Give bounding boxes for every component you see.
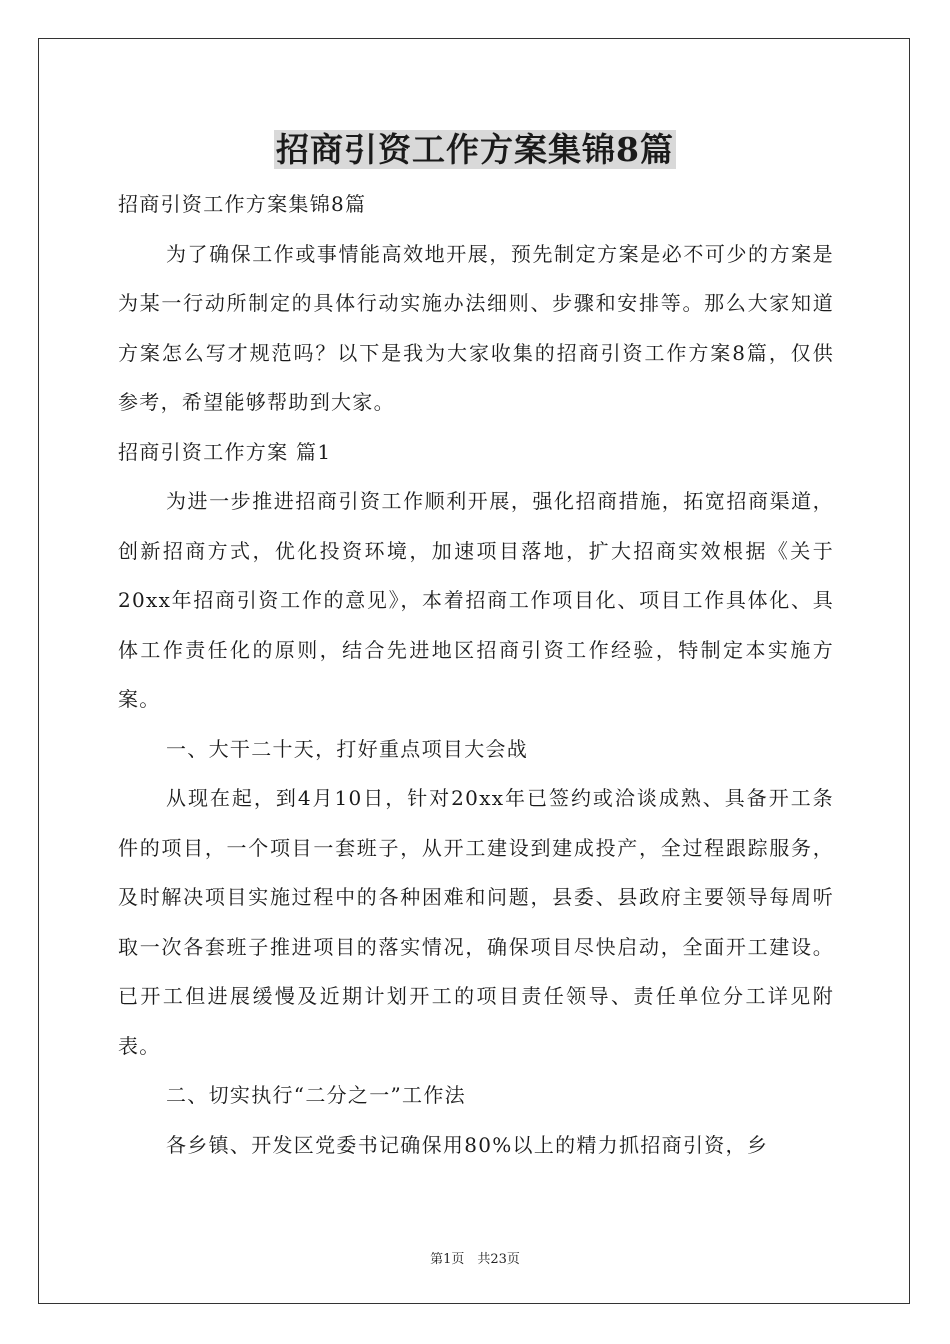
plan-1-paragraph: 为进一步推进招商引资工作顺利开展，强化招商措施，拓宽招商渠道，创新招商方式，优化投资环境，加速项目落地，扩大招商实效根据《关于20xx年招商引资工作的意见》，本着招商工作项目化、项目工作具体化、具体工作责任化的原则，结合先进地区招商引资工作经验，特制定本实施方案。	[118, 489, 834, 711]
section-heading-plan-1: 招商引资工作方案 篇1	[118, 439, 332, 464]
document-title-text: 招商引资工作方案集锦8篇	[276, 130, 674, 169]
subheading-two-paragraph: 各乡镇、开发区党委书记确保用80%以上的精力抓招商引资，乡	[166, 1132, 769, 1157]
subheading-one-paragraph: 从现在起，到4月10日，针对20xx年已签约或洽谈成熟、具备开工条件的项目，一个项目一套班子，从开工建设到建成投产，全过程跟踪服务，及时解决项目实施过程中的各种困难和问题，县委、县政府主要领导每周听取一次各套班子推进项目的落实情况，确保项目尽快启动，全面开工建设。已开工但进展缓慢及近期计划开工的项目责任领导、责任单位分工详见附表。	[118, 786, 834, 1058]
subheading-two: 二、切实执行“二分之一”工作法	[166, 1083, 466, 1107]
document-title	[0, 126, 950, 174]
document-subtitle: 招商引资工作方案集锦8篇	[118, 192, 367, 216]
intro-paragraph: 为了确保工作或事情能高效地开展，预先制定方案是必不可少的方案是为某一行动所制定的具体行动实施办法细则、步骤和安排等。那么大家知道方案怎么写才规范吗？以下是我为大家收集的招商引资工作方案8篇，仅供参考，希望能够帮助到大家。	[118, 241, 834, 414]
document-body	[118, 180, 834, 1170]
page-number-footer: 第1页 共23页	[430, 1252, 520, 1267]
subheading-one: 一、大干二十天，打好重点项目大会战	[166, 736, 529, 761]
